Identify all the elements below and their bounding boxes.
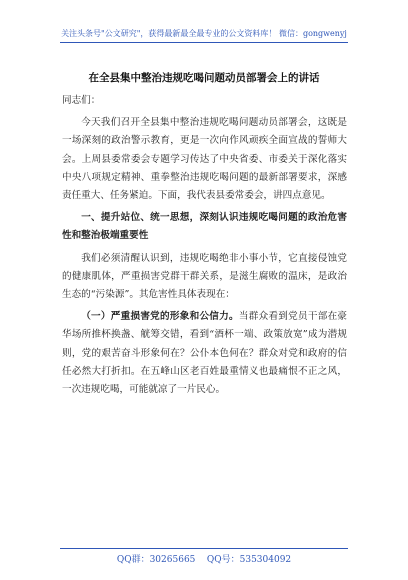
header-divider <box>60 42 348 43</box>
paragraph-image-damage-text: 当群众看到党员干部在豪华场所推杯换盏、觥筹交错，看到“酒杯一端、政策放宽”成为潜规则，党的艰苦奋斗形象何在？公仆本色何在？群众对党和政府的信任必然大打折扣。在五峰山区老百姓最重情义也最痛恨不正之风，一次违规吃喝，可能就凉了一片民心。 <box>62 311 348 396</box>
document-title: 在全县集中整治违规吃喝问题动员部署会上的讲话 <box>88 72 320 84</box>
paragraph-harm: 我们必须清醒认识到，违规吃喝绝非小事小节，它直接侵蚀党的健康肌体，严重损害党群干群关系，是滋生腐败的温床，是政治生态的“污染源”。其危害性具体表现在： <box>62 252 347 301</box>
header-note: 关注头条号"公文研究"，获得最新最全最专业的公文资料库！ 微信：gongwenyj <box>61 29 347 38</box>
paragraph-image-damage <box>62 308 347 399</box>
subheading-1: （一）严重损害党的形象和公信力。 <box>81 311 239 323</box>
paragraph-intro: 今天我们召开全县集中整治违规吃喝问题动员部署会，这既是一场深刻的政治警示教育，更是一次向作风顽疾全面宣战的誓师大会。上周县委常委会专题学习传达了中央省委、市委关于深化落实中央八项规定精神、重拳整治违规吃喝问题的最新部署要求，深感责任重大、任务紧迫。下面，我代表县委常委会，讲四点意见。 <box>62 117 347 202</box>
footer-qq-group: QQ群：30265665 <box>116 555 196 565</box>
section-heading-1: 一、提升站位、统一思想，深刻认识违规吃喝问题的政治危害性和整治极端重要性 <box>62 212 347 242</box>
salutation: 同志们： <box>62 95 101 106</box>
document-body <box>62 92 347 399</box>
footer-divider <box>60 548 348 549</box>
footer-qq: QQ号：535304092 <box>206 555 292 565</box>
footer-contacts <box>0 552 408 565</box>
